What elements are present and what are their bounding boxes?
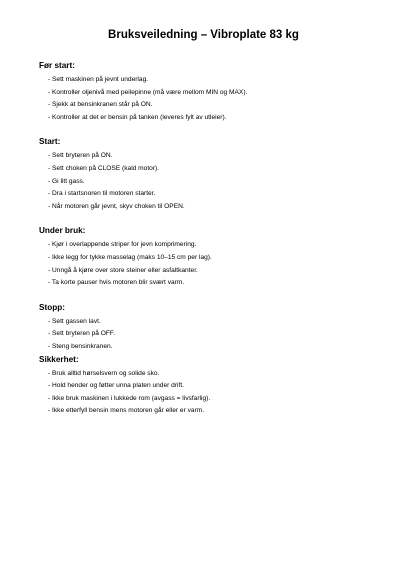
list-item: - Sett choken på CLOSE (kald motor).	[48, 164, 160, 172]
list-item: - Steng bensinkranen.	[48, 342, 113, 350]
section-item-list	[39, 316, 387, 354]
section-heading: Start:	[39, 137, 61, 147]
list-item: - Unngå å kjøre over store steiner eller asfaltkanter.	[48, 266, 198, 274]
list-item: - Kontroller at det er bensin på tanken (leveres fylt av utleier).	[48, 113, 227, 121]
section-item-list	[39, 150, 387, 213]
instruction-sections	[39, 60, 387, 430]
section-before-start	[39, 60, 387, 124]
document-title: Bruksveiledning – Vibroplate 83 kg	[108, 29, 299, 41]
list-item: - Sjekk at bensinkranen står på ON.	[48, 101, 153, 109]
list-item: - Sett bryteren på ON.	[48, 152, 113, 160]
section-stop	[39, 302, 387, 354]
list-item: - Sett gassen lavt.	[48, 317, 101, 325]
list-item: - Ikke legg for tykke masselag (maks 10–15 cm per lag).	[48, 253, 212, 261]
list-item: - Sett maskinen på jevnt underlag.	[48, 76, 149, 83]
list-item: - Kjør i overlappende striper for jevn komprimering.	[48, 241, 197, 249]
list-item: - Dra i startsnoren til motoren starter.	[48, 190, 156, 198]
list-item: - Hold hender og føtter unna platen under drift.	[48, 382, 184, 390]
list-item: - Når motoren går jevnt, skyv choken til OPEN.	[48, 202, 185, 210]
list-item: - Kontroller oljenivå med peilepinne (må være mellom MIN og MAX).	[48, 88, 248, 96]
section-heading: Før start:	[39, 61, 75, 70]
section-heading: Stopp:	[39, 302, 65, 312]
list-item: - Ikke etterfyll bensin mens motoren går eller er varm.	[48, 407, 205, 415]
section-safety	[39, 354, 387, 418]
section-start	[39, 136, 387, 213]
section-heading: Sikkerhet:	[39, 354, 79, 364]
list-item: - Sett bryteren på OFF.	[48, 330, 116, 338]
list-item: - Ikke bruk maskinen i lukkede rom (avgass = livsfarlig).	[48, 394, 211, 402]
section-item-list	[39, 239, 387, 289]
section-heading: Under bruk:	[39, 226, 86, 236]
section-item-list	[39, 74, 387, 124]
section-during-use	[39, 225, 387, 289]
list-item: - Gi litt gass.	[48, 177, 85, 185]
section-item-list	[39, 368, 387, 418]
list-item: - Bruk alltid hørselsvern og solide sko.	[48, 369, 160, 377]
list-item: - Ta korte pauser hvis motoren blir svært varm.	[48, 279, 185, 287]
